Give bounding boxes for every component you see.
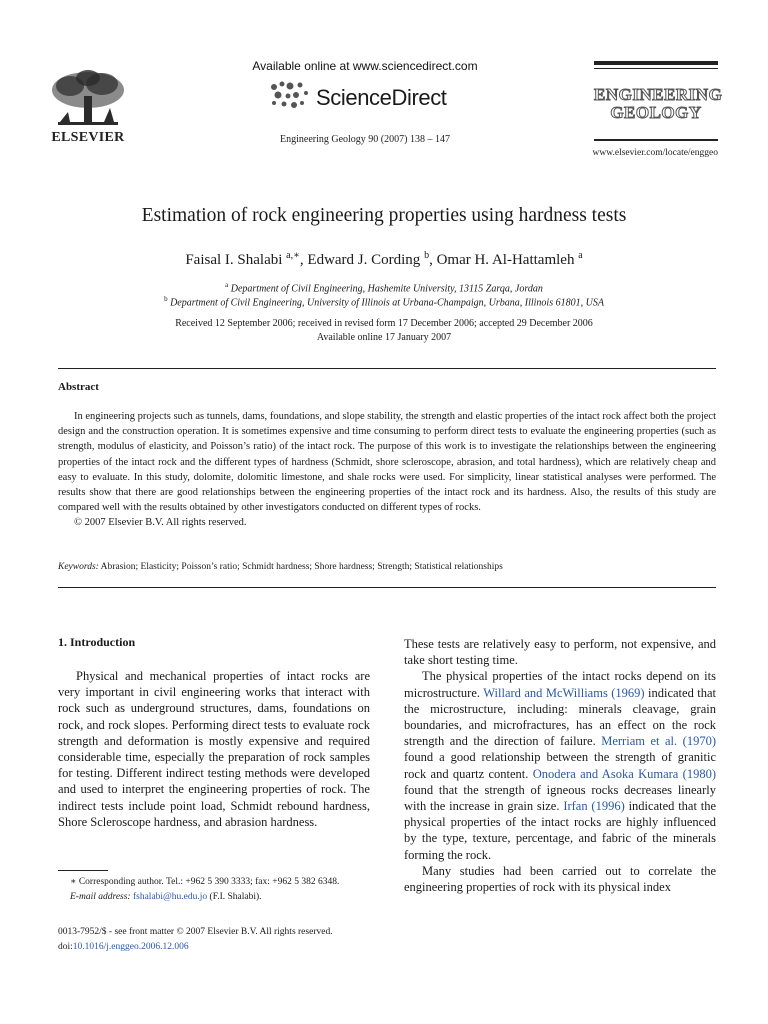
front-matter-line: 0013-7952/$ - see front matter © 2007 Elsevier B.V. All rights reserved.	[58, 927, 333, 937]
abstract-text: In engineering projects such as tunnels, dams, foundations, and slope stability, the strength and elastic properties of the intact rock affect both the project design and the construction operation. It is sometimes expensive and time consuming to perform direct tests to evaluate the engineering properties (such as strength, modulus of elasticity, and Poisson’s ratio) of the intact rock. The purpose of this work is to investigate the relationships between the engineering properties of the intact rock and the different types of hardness (Schmidt, shore scleroscope, abrasion, and total hardness), which are relatively cheap and easy to evaluate. In this study, dolomite, dolomitic limestone, and shale rocks were used. For simplicity, linear statistical analyses were performed. The results show that there are good relationships between the engineering properties of the intact rock and its hardness. Also, the results of this study are compared well with the results obtained by other investigators conducted on different types of rocks.	[58, 411, 716, 514]
intro-paragraph: Many studies had been carried out to correlate the engineering properties of rock with its physical index	[404, 863, 716, 895]
citation-link[interactable]: Onodera and Asoka Kumara (1980)	[532, 766, 716, 781]
citation-link[interactable]: Willard and McWilliams (1969)	[483, 685, 645, 700]
sciencedirect-logo[interactable]	[266, 79, 466, 113]
email-line	[58, 890, 370, 905]
author-affiliation-mark: b	[424, 250, 430, 261]
footnote	[58, 875, 370, 904]
available-online-text: Available online at www.sciencedirect.com	[252, 59, 478, 73]
affiliation-mark: b	[164, 295, 168, 303]
elsevier-tree-icon	[40, 68, 136, 130]
article-title: Estimation of rock engineering properties using hardness tests	[141, 205, 627, 226]
keywords	[58, 562, 716, 572]
sciencedirect-dots-icon	[266, 79, 314, 113]
section-heading: 1. Introduction	[58, 635, 136, 649]
affiliation-mark: a	[225, 281, 229, 289]
page-footer	[58, 925, 398, 954]
author-name[interactable]: Edward J. Cording	[307, 252, 421, 268]
journal-logo-thin-bar	[594, 68, 718, 69]
left-column	[58, 668, 370, 830]
paragraph-text: The physical properties of the intact rocks depend on its microstructure.	[404, 669, 716, 700]
journal-logo-line1: ENGINEERING	[594, 85, 723, 104]
journal-reference: Engineering Geology 90 (2007) 138 – 147	[280, 134, 450, 145]
affiliation-text: Department of Civil Engineering, University of Illinois at Urbana-Champaign, Urbana, Illinois 61801, USA	[170, 297, 604, 309]
intro-paragraph	[404, 668, 716, 862]
affiliation	[0, 295, 768, 308]
doi-label: doi:	[58, 941, 73, 952]
affiliation-text: Department of Civil Engineering, Hashemite University, 13115 Zarqa, Jordan	[230, 283, 543, 295]
author-name[interactable]: Faisal I. Shalabi	[185, 252, 283, 268]
footnote-rule	[58, 870, 108, 871]
email-link[interactable]: fshalabi@hu.edu.jo	[132, 891, 208, 902]
sciencedirect-name: ScienceDirect	[316, 85, 447, 110]
intro-paragraph: Physical and mechanical properties of intact rocks are very important in civil engineering works that interact with rock such as underground structures, dams, foundations on rock, and rock slopes. Performing direct tests to evaluate rock strength and deformation is mostly expensive and required considerable time, especially the preparation of rock samples for testing. Different indirect testing methods were developed and used to interpret the engineering properties of rock. The indirect tests include point load, Schmidt rebound hardness, Shore Scleroscope hardness, and abrasion hardness.	[58, 669, 370, 829]
journal-logo-top-bar	[594, 61, 718, 65]
journal-logo-bottom-bar	[594, 139, 718, 141]
divider	[58, 368, 716, 369]
doi-link[interactable]: 10.1016/j.enggeo.2006.12.006	[72, 941, 189, 952]
author-list: Faisal I. Shalabi $^{a,∗}$, Edward J. Cording $^b$, Omar H. Al-Hattamleh $^a$	[185, 250, 583, 268]
journal-url[interactable]: www.elsevier.com/locate/enggeo	[592, 148, 718, 158]
author-name[interactable]: Omar H. Al-Hattamleh	[436, 252, 575, 268]
journal-logo	[594, 61, 723, 122]
paragraph-text: found that the strength of igneous rocks decreases linearly with the increase in grain size.	[404, 782, 716, 814]
paragraph-text: indicated that the physical properties of the intact rocks are highly influenced by the type, texture, percentage, and fabric of the minerals forming the rock.	[404, 799, 717, 862]
citation-link[interactable]: Merriam et al. (1970)	[601, 734, 716, 749]
abstract-heading: Abstract	[58, 381, 99, 393]
journal-logo-line2: GEOLOGY	[610, 103, 702, 122]
paragraph-text: found a good relationship between the strength of granitic rock and quartz content.	[404, 750, 716, 781]
abstract-body	[58, 409, 716, 531]
divider	[58, 587, 716, 588]
citation-link[interactable]: Irfan (1996)	[563, 799, 625, 814]
available-date: Available online 17 January 2007	[316, 332, 452, 343]
paragraph-text: indicated that the microstructure, including: minerals cleavage, grain boundaries, and microfractures, has an effect on the rock strength and the direction of failure.	[404, 685, 717, 749]
author-affiliation-mark: a	[578, 250, 583, 261]
email-label: E-mail address:	[70, 891, 131, 902]
intro-continuation: These tests are relatively easy to perform, not expensive, and take short testing time.	[404, 637, 716, 668]
right-column	[404, 636, 716, 895]
author-affiliation-mark: a,∗	[286, 250, 300, 261]
publisher-name: ELSEVIER	[51, 130, 125, 145]
keywords-label: Keywords:	[58, 562, 99, 572]
corresponding-author-note: ∗ Corresponding author. Tel.: +962 5 390 3333; fax: +962 5 382 6348.	[70, 877, 340, 887]
email-suffix: (F.I. Shalabi).	[209, 891, 262, 902]
doi-line	[58, 940, 398, 955]
received-dates: Received 12 September 2006; received in revised form 17 December 2006; accepted 29 December 2006	[175, 318, 593, 329]
keywords-text: Abrasion; Elasticity; Poisson’s ratio; Schmidt hardness; Shore hardness; Strength; Statistical relationships	[100, 562, 503, 572]
affiliation	[0, 281, 768, 294]
abstract-copyright: © 2007 Elsevier B.V. All rights reserved.	[74, 517, 247, 529]
